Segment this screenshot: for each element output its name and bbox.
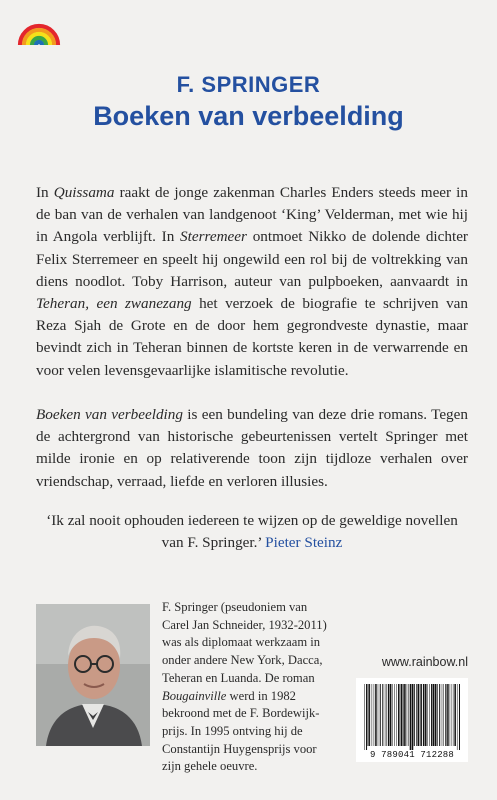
rainbow-logo-icon: [17, 21, 61, 47]
quote-text: ‘Ik zal nooit ophouden iedereen te wijzen op de geweldige novellen van F. Springer.’: [46, 512, 458, 552]
book-title: Boeken van verbeelding: [93, 101, 404, 131]
collection-paragraph: Boeken van verbeelding is een bundeling van deze drie romans. Tegen de achtergrond van historische gebeurtenissen vertelt Springer met milde ironie en op relativerende toon zijn tijdloze verhalen over vriendschap, verraad, liefde en verloren illusies.: [36, 406, 468, 490]
isbn-number: 9 789041 712288: [369, 750, 454, 760]
author-photo: [36, 604, 150, 746]
isbn-barcode: [356, 678, 468, 762]
publisher-url: www.rainbow.nl: [381, 655, 468, 669]
synopsis-paragraph: In Quissama raakt de jonge zakenman Charles Enders steeds meer in de ban van de verhalen van landgenoot ‘King’ Velderman, met wie hij in Angola verblijft. In Sterremeer ontmoet Nikko de dolende dichter Felix Sterremeer en speelt hij ongewild een rol bij de voltrekking van diens noodlot. Toby Harrison, auteur van pulpboeken, aanvaardt in Teheran, een zwanezang het verzoek de biografie te schrijven van Reza Sjah de Grote en de door hem gegrondveste dynastie, maar bevindt zich in Teheran binnen de kortste keren in de verwarrende en voor velen levensgevaarlijke islamitische revolutie.: [36, 184, 469, 379]
author-name: F. SPRINGER: [176, 72, 321, 97]
review-quote: [36, 510, 468, 554]
author-biography: F. Springer (pseudoniem van Carel Jan Schneider, 1932-2011) was als diplomaat werkzaam in onder andere New York, Dacca, Teheran en Luanda. De roman Bougainville werd in 1982 bekroond met de F. Bordewijk-prijs. In 1995 ontving hij de Constantijn Huygensprijs voor zijn gehele oeuvre.: [162, 600, 327, 774]
quote-source: Pieter Steinz: [265, 534, 343, 552]
